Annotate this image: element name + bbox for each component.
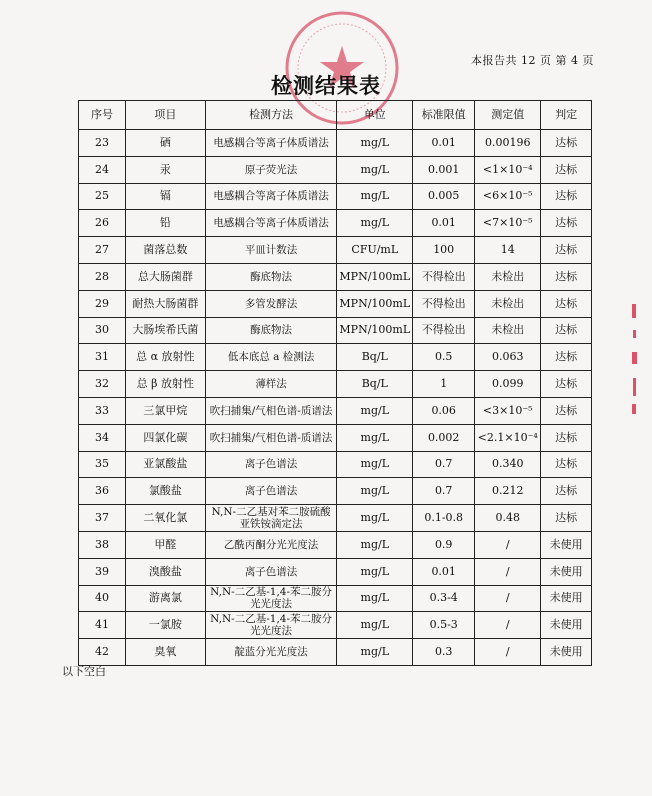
row-number-cell: 38 bbox=[79, 531, 126, 558]
table-body bbox=[79, 130, 592, 666]
standard-limit-cell: 100 bbox=[413, 237, 475, 264]
unit-cell: mg/L bbox=[337, 156, 413, 183]
test-method-cell: 乙酰丙酮分光光度法 bbox=[205, 531, 337, 558]
judgement-cell: 达标 bbox=[541, 344, 592, 371]
row-number-cell: 28 bbox=[79, 263, 126, 290]
item-name-cell: 一氯胺 bbox=[126, 612, 206, 639]
unit-cell: MPN/100mL bbox=[337, 263, 413, 290]
test-method-cell: 靛蓝分光光度法 bbox=[205, 639, 337, 666]
item-name-cell: 游离氯 bbox=[126, 585, 206, 612]
standard-limit-cell: 0.3-4 bbox=[413, 585, 475, 612]
item-name-cell: 臭氧 bbox=[126, 639, 206, 666]
row-number-cell: 30 bbox=[79, 317, 126, 344]
test-method-cell: 电感耦合等离子体质谱法 bbox=[205, 183, 337, 210]
table-row bbox=[79, 317, 592, 344]
judgement-cell: 达标 bbox=[541, 130, 592, 157]
unit-cell: Bq/L bbox=[337, 344, 413, 371]
standard-limit-cell: 0.1-0.8 bbox=[413, 505, 475, 532]
table-row bbox=[79, 344, 592, 371]
table-row bbox=[79, 290, 592, 317]
judgement-cell: 未使用 bbox=[541, 639, 592, 666]
column-header: 单位 bbox=[337, 101, 413, 130]
table-row bbox=[79, 505, 592, 532]
item-name-cell: 三氯甲烷 bbox=[126, 397, 206, 424]
table-row bbox=[79, 263, 592, 290]
item-name-cell: 总大肠菌群 bbox=[126, 263, 206, 290]
measured-value-cell: <2.1×10⁻⁴ bbox=[475, 424, 541, 451]
row-number-cell: 42 bbox=[79, 639, 126, 666]
unit-cell: mg/L bbox=[337, 183, 413, 210]
test-method-cell: 原子荧光法 bbox=[205, 156, 337, 183]
measured-value-cell: / bbox=[475, 585, 541, 612]
unit-cell: mg/L bbox=[337, 639, 413, 666]
unit-cell: mg/L bbox=[337, 210, 413, 237]
column-header: 序号 bbox=[79, 101, 126, 130]
table-row bbox=[79, 371, 592, 398]
judgement-cell: 达标 bbox=[541, 183, 592, 210]
page-info: 本报告共 12 页 第 4 页 bbox=[471, 54, 594, 67]
test-method-cell: 吹扫捕集/气相色谱-质谱法 bbox=[205, 424, 337, 451]
table-row bbox=[79, 558, 592, 585]
standard-limit-cell: 0.7 bbox=[413, 478, 475, 505]
item-name-cell: 铅 bbox=[126, 210, 206, 237]
table-row bbox=[79, 156, 592, 183]
standard-limit-cell: 0.7 bbox=[413, 451, 475, 478]
unit-cell: mg/L bbox=[337, 585, 413, 612]
unit-cell: mg/L bbox=[337, 130, 413, 157]
standard-limit-cell: 0.01 bbox=[413, 130, 475, 157]
row-number-cell: 25 bbox=[79, 183, 126, 210]
measured-value-cell: 未检出 bbox=[475, 290, 541, 317]
row-number-cell: 26 bbox=[79, 210, 126, 237]
judgement-cell: 达标 bbox=[541, 317, 592, 344]
standard-limit-cell: 0.002 bbox=[413, 424, 475, 451]
row-number-cell: 41 bbox=[79, 612, 126, 639]
standard-limit-cell: 0.9 bbox=[413, 531, 475, 558]
test-method-cell: N,N-二乙基-1,4-苯二胺分光光度法 bbox=[205, 612, 337, 639]
standard-limit-cell: 0.06 bbox=[413, 397, 475, 424]
test-method-cell: 酶底物法 bbox=[205, 317, 337, 344]
table-row bbox=[79, 210, 592, 237]
item-name-cell: 总 β 放射性 bbox=[126, 371, 206, 398]
judgement-cell: 未使用 bbox=[541, 612, 592, 639]
row-number-cell: 29 bbox=[79, 290, 126, 317]
test-method-cell: 电感耦合等离子体质谱法 bbox=[205, 210, 337, 237]
test-method-cell: 平皿计数法 bbox=[205, 237, 337, 264]
judgement-cell: 达标 bbox=[541, 451, 592, 478]
row-number-cell: 34 bbox=[79, 424, 126, 451]
row-number-cell: 23 bbox=[79, 130, 126, 157]
unit-cell: CFU/mL bbox=[337, 237, 413, 264]
measured-value-cell: / bbox=[475, 612, 541, 639]
measured-value-cell: 0.340 bbox=[475, 451, 541, 478]
judgement-cell: 达标 bbox=[541, 397, 592, 424]
judgement-cell: 达标 bbox=[541, 505, 592, 532]
test-method-cell: 吹扫捕集/气相色谱-质谱法 bbox=[205, 397, 337, 424]
measured-value-cell: 未检出 bbox=[475, 263, 541, 290]
standard-limit-cell: 0.5 bbox=[413, 344, 475, 371]
row-number-cell: 33 bbox=[79, 397, 126, 424]
item-name-cell: 四氯化碳 bbox=[126, 424, 206, 451]
standard-limit-cell: 0.5-3 bbox=[413, 612, 475, 639]
table-header-row bbox=[79, 101, 592, 130]
test-method-cell: N,N-二乙基-1,4-苯二胺分光光度法 bbox=[205, 585, 337, 612]
unit-cell: MPN/100mL bbox=[337, 317, 413, 344]
row-number-cell: 40 bbox=[79, 585, 126, 612]
judgement-cell: 达标 bbox=[541, 478, 592, 505]
measured-value-cell: 0.063 bbox=[475, 344, 541, 371]
results-table bbox=[78, 100, 592, 666]
table-row bbox=[79, 531, 592, 558]
item-name-cell: 二氧化氯 bbox=[126, 505, 206, 532]
page-title: 检测结果表 bbox=[271, 74, 381, 98]
item-name-cell: 亚氯酸盐 bbox=[126, 451, 206, 478]
test-method-cell: 薄样法 bbox=[205, 371, 337, 398]
unit-cell: MPN/100mL bbox=[337, 290, 413, 317]
unit-cell: mg/L bbox=[337, 531, 413, 558]
measured-value-cell: 0.48 bbox=[475, 505, 541, 532]
measured-value-cell: <1×10⁻⁴ bbox=[475, 156, 541, 183]
standard-limit-cell: 0.001 bbox=[413, 156, 475, 183]
test-method-cell: 离子色谱法 bbox=[205, 558, 337, 585]
judgement-cell: 达标 bbox=[541, 290, 592, 317]
unit-cell: mg/L bbox=[337, 478, 413, 505]
row-number-cell: 31 bbox=[79, 344, 126, 371]
unit-cell: mg/L bbox=[337, 451, 413, 478]
column-header: 检测方法 bbox=[205, 101, 337, 130]
measured-value-cell: / bbox=[475, 531, 541, 558]
test-method-cell: 离子色谱法 bbox=[205, 451, 337, 478]
unit-cell: mg/L bbox=[337, 612, 413, 639]
test-method-cell: 酶底物法 bbox=[205, 263, 337, 290]
column-header: 判定 bbox=[541, 101, 592, 130]
standard-limit-cell: 0.01 bbox=[413, 210, 475, 237]
item-name-cell: 甲醛 bbox=[126, 531, 206, 558]
unit-cell: mg/L bbox=[337, 397, 413, 424]
row-number-cell: 39 bbox=[79, 558, 126, 585]
measured-value-cell: <3×10⁻⁵ bbox=[475, 397, 541, 424]
blank-below-note: 以下空白 bbox=[62, 665, 106, 678]
unit-cell: mg/L bbox=[337, 424, 413, 451]
measured-value-cell: / bbox=[475, 558, 541, 585]
row-number-cell: 24 bbox=[79, 156, 126, 183]
judgement-cell: 达标 bbox=[541, 424, 592, 451]
measured-value-cell: 未检出 bbox=[475, 317, 541, 344]
standard-limit-cell: 不得检出 bbox=[413, 317, 475, 344]
test-method-cell: N,N-二乙基对苯二胺硫酸亚铁铵滴定法 bbox=[205, 505, 337, 532]
standard-limit-cell: 1 bbox=[413, 371, 475, 398]
item-name-cell: 溴酸盐 bbox=[126, 558, 206, 585]
row-number-cell: 32 bbox=[79, 371, 126, 398]
measured-value-cell: <6×10⁻⁵ bbox=[475, 183, 541, 210]
table-row bbox=[79, 612, 592, 639]
table-row bbox=[79, 451, 592, 478]
judgement-cell: 达标 bbox=[541, 263, 592, 290]
perforation-stamp-marks bbox=[628, 300, 642, 420]
table-row bbox=[79, 478, 592, 505]
item-name-cell: 耐热大肠菌群 bbox=[126, 290, 206, 317]
judgement-cell: 达标 bbox=[541, 237, 592, 264]
judgement-cell: 达标 bbox=[541, 156, 592, 183]
measured-value-cell: 0.00196 bbox=[475, 130, 541, 157]
standard-limit-cell: 不得检出 bbox=[413, 290, 475, 317]
test-method-cell: 低本底总 a 检测法 bbox=[205, 344, 337, 371]
table-row bbox=[79, 639, 592, 666]
item-name-cell: 氯酸盐 bbox=[126, 478, 206, 505]
standard-limit-cell: 0.01 bbox=[413, 558, 475, 585]
unit-cell: mg/L bbox=[337, 505, 413, 532]
row-number-cell: 36 bbox=[79, 478, 126, 505]
table-row bbox=[79, 183, 592, 210]
test-method-cell: 离子色谱法 bbox=[205, 478, 337, 505]
judgement-cell: 未使用 bbox=[541, 531, 592, 558]
test-method-cell: 电感耦合等离子体质谱法 bbox=[205, 130, 337, 157]
column-header: 标准限值 bbox=[413, 101, 475, 130]
judgement-cell: 未使用 bbox=[541, 585, 592, 612]
table-row bbox=[79, 397, 592, 424]
table-row bbox=[79, 130, 592, 157]
standard-limit-cell: 不得检出 bbox=[413, 263, 475, 290]
measured-value-cell: 0.212 bbox=[475, 478, 541, 505]
column-header: 项目 bbox=[126, 101, 206, 130]
unit-cell: mg/L bbox=[337, 558, 413, 585]
measured-value-cell: 0.099 bbox=[475, 371, 541, 398]
measured-value-cell: 14 bbox=[475, 237, 541, 264]
row-number-cell: 37 bbox=[79, 505, 126, 532]
item-name-cell: 汞 bbox=[126, 156, 206, 183]
judgement-cell: 达标 bbox=[541, 371, 592, 398]
judgement-cell: 达标 bbox=[541, 210, 592, 237]
column-header: 测定值 bbox=[475, 101, 541, 130]
table-row bbox=[79, 237, 592, 264]
item-name-cell: 硒 bbox=[126, 130, 206, 157]
standard-limit-cell: 0.3 bbox=[413, 639, 475, 666]
row-number-cell: 35 bbox=[79, 451, 126, 478]
row-number-cell: 27 bbox=[79, 237, 126, 264]
table-row bbox=[79, 585, 592, 612]
item-name-cell: 总 α 放射性 bbox=[126, 344, 206, 371]
item-name-cell: 大肠埃希氏菌 bbox=[126, 317, 206, 344]
table-row bbox=[79, 424, 592, 451]
test-method-cell: 多管发酵法 bbox=[205, 290, 337, 317]
unit-cell: Bq/L bbox=[337, 371, 413, 398]
item-name-cell: 菌落总数 bbox=[126, 237, 206, 264]
measured-value-cell: / bbox=[475, 639, 541, 666]
measured-value-cell: <7×10⁻⁵ bbox=[475, 210, 541, 237]
standard-limit-cell: 0.005 bbox=[413, 183, 475, 210]
judgement-cell: 未使用 bbox=[541, 558, 592, 585]
item-name-cell: 镉 bbox=[126, 183, 206, 210]
